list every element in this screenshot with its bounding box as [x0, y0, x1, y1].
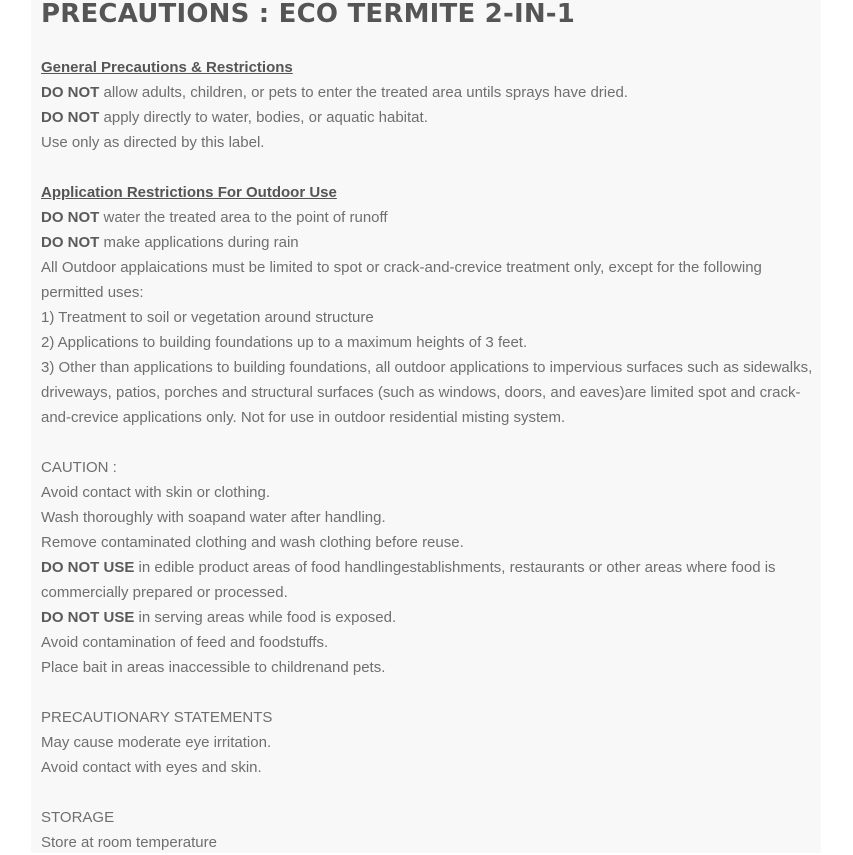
general-line-1-text: allow adults, children, or pets to enter the treated area untils sprays have dried. — [99, 84, 628, 101]
precautionary-heading: PRECAUTIONARY STATEMENTS — [41, 709, 273, 726]
storage-section — [41, 805, 816, 855]
precautionary-statements-section — [41, 705, 816, 780]
do-not-label: DO NOT — [41, 109, 100, 126]
document-body — [41, 55, 816, 855]
caution-line-5-text: in serving areas while food is exposed. — [134, 609, 397, 626]
outdoor-line-3: All Outdoor applaications must be limited to spot or crack-and-crevice treatment only, except for the following permitted uses: — [41, 259, 762, 301]
caution-section — [41, 455, 816, 680]
caution-line-4-text: in edible product areas of food handlingestablishments, restaurants or other areas where food is commercially prepared or processed. — [41, 559, 776, 601]
outdoor-restrictions-heading: Application Restrictions For Outdoor Use — [41, 184, 337, 201]
outdoor-line-5: 2) Applications to building foundations up to a maximum heights of 3 feet. — [41, 334, 528, 351]
general-precautions-heading: General Precautions & Restrictions — [41, 59, 293, 76]
do-not-label: DO NOT — [41, 234, 100, 251]
outdoor-restrictions-section — [41, 180, 816, 430]
caution-line-5 — [41, 605, 816, 630]
outdoor-line-4: 1) Treatment to soil or vegetation around structure — [41, 309, 374, 326]
caution-line-7: Place bait in areas inaccessible to childrenand pets. — [41, 659, 386, 676]
caution-line-1: Avoid contact with skin or clothing. — [41, 484, 271, 501]
outdoor-line-6: 3) Other than applications to building foundations, all outdoor applications to impervious surfaces such as sidewalks, driveways, patios, porches and structural surfaces (such as windows, doors, and eaves)are limited spot and crack-and-crevice applications only. Not for use in outdoor residential misting system. — [41, 359, 813, 426]
precautionary-line-2: Avoid contact with eyes and skin. — [41, 759, 262, 776]
outdoor-line-2 — [41, 230, 816, 255]
general-line-3: Use only as directed by this label. — [41, 134, 265, 151]
storage-heading: STORAGE — [41, 809, 115, 826]
spacer — [41, 680, 816, 705]
page-title: PRECAUTIONS : ECO TERMITE 2-IN-1 — [41, 0, 576, 29]
general-line-1 — [41, 80, 816, 105]
outdoor-line-2-text: make applications during rain — [99, 234, 299, 251]
caution-line-3: Remove contaminated clothing and wash clothing before reuse. — [41, 534, 464, 551]
general-line-2 — [41, 105, 816, 130]
do-not-use-label: DO NOT USE — [41, 609, 135, 626]
general-precautions-section — [41, 55, 816, 155]
do-not-label: DO NOT — [41, 209, 100, 226]
spacer — [41, 430, 816, 455]
caution-heading: CAUTION : — [41, 459, 117, 476]
precautionary-line-1: May cause moderate eye irritation. — [41, 734, 272, 751]
caution-line-2: Wash thoroughly with soapand water after handling. — [41, 509, 386, 526]
caution-line-6: Avoid contamination of feed and foodstuffs. — [41, 634, 329, 651]
spacer — [41, 780, 816, 805]
storage-line-1: Store at room temperature — [41, 834, 217, 851]
do-not-use-label: DO NOT USE — [41, 559, 135, 576]
outdoor-line-1 — [41, 205, 816, 230]
caution-line-4 — [41, 555, 816, 605]
outdoor-line-1-text: water the treated area to the point of runoff — [99, 209, 388, 226]
general-line-2-text: apply directly to water, bodies, or aquatic habitat. — [99, 109, 428, 126]
do-not-label: DO NOT — [41, 84, 100, 101]
spacer — [41, 155, 816, 180]
